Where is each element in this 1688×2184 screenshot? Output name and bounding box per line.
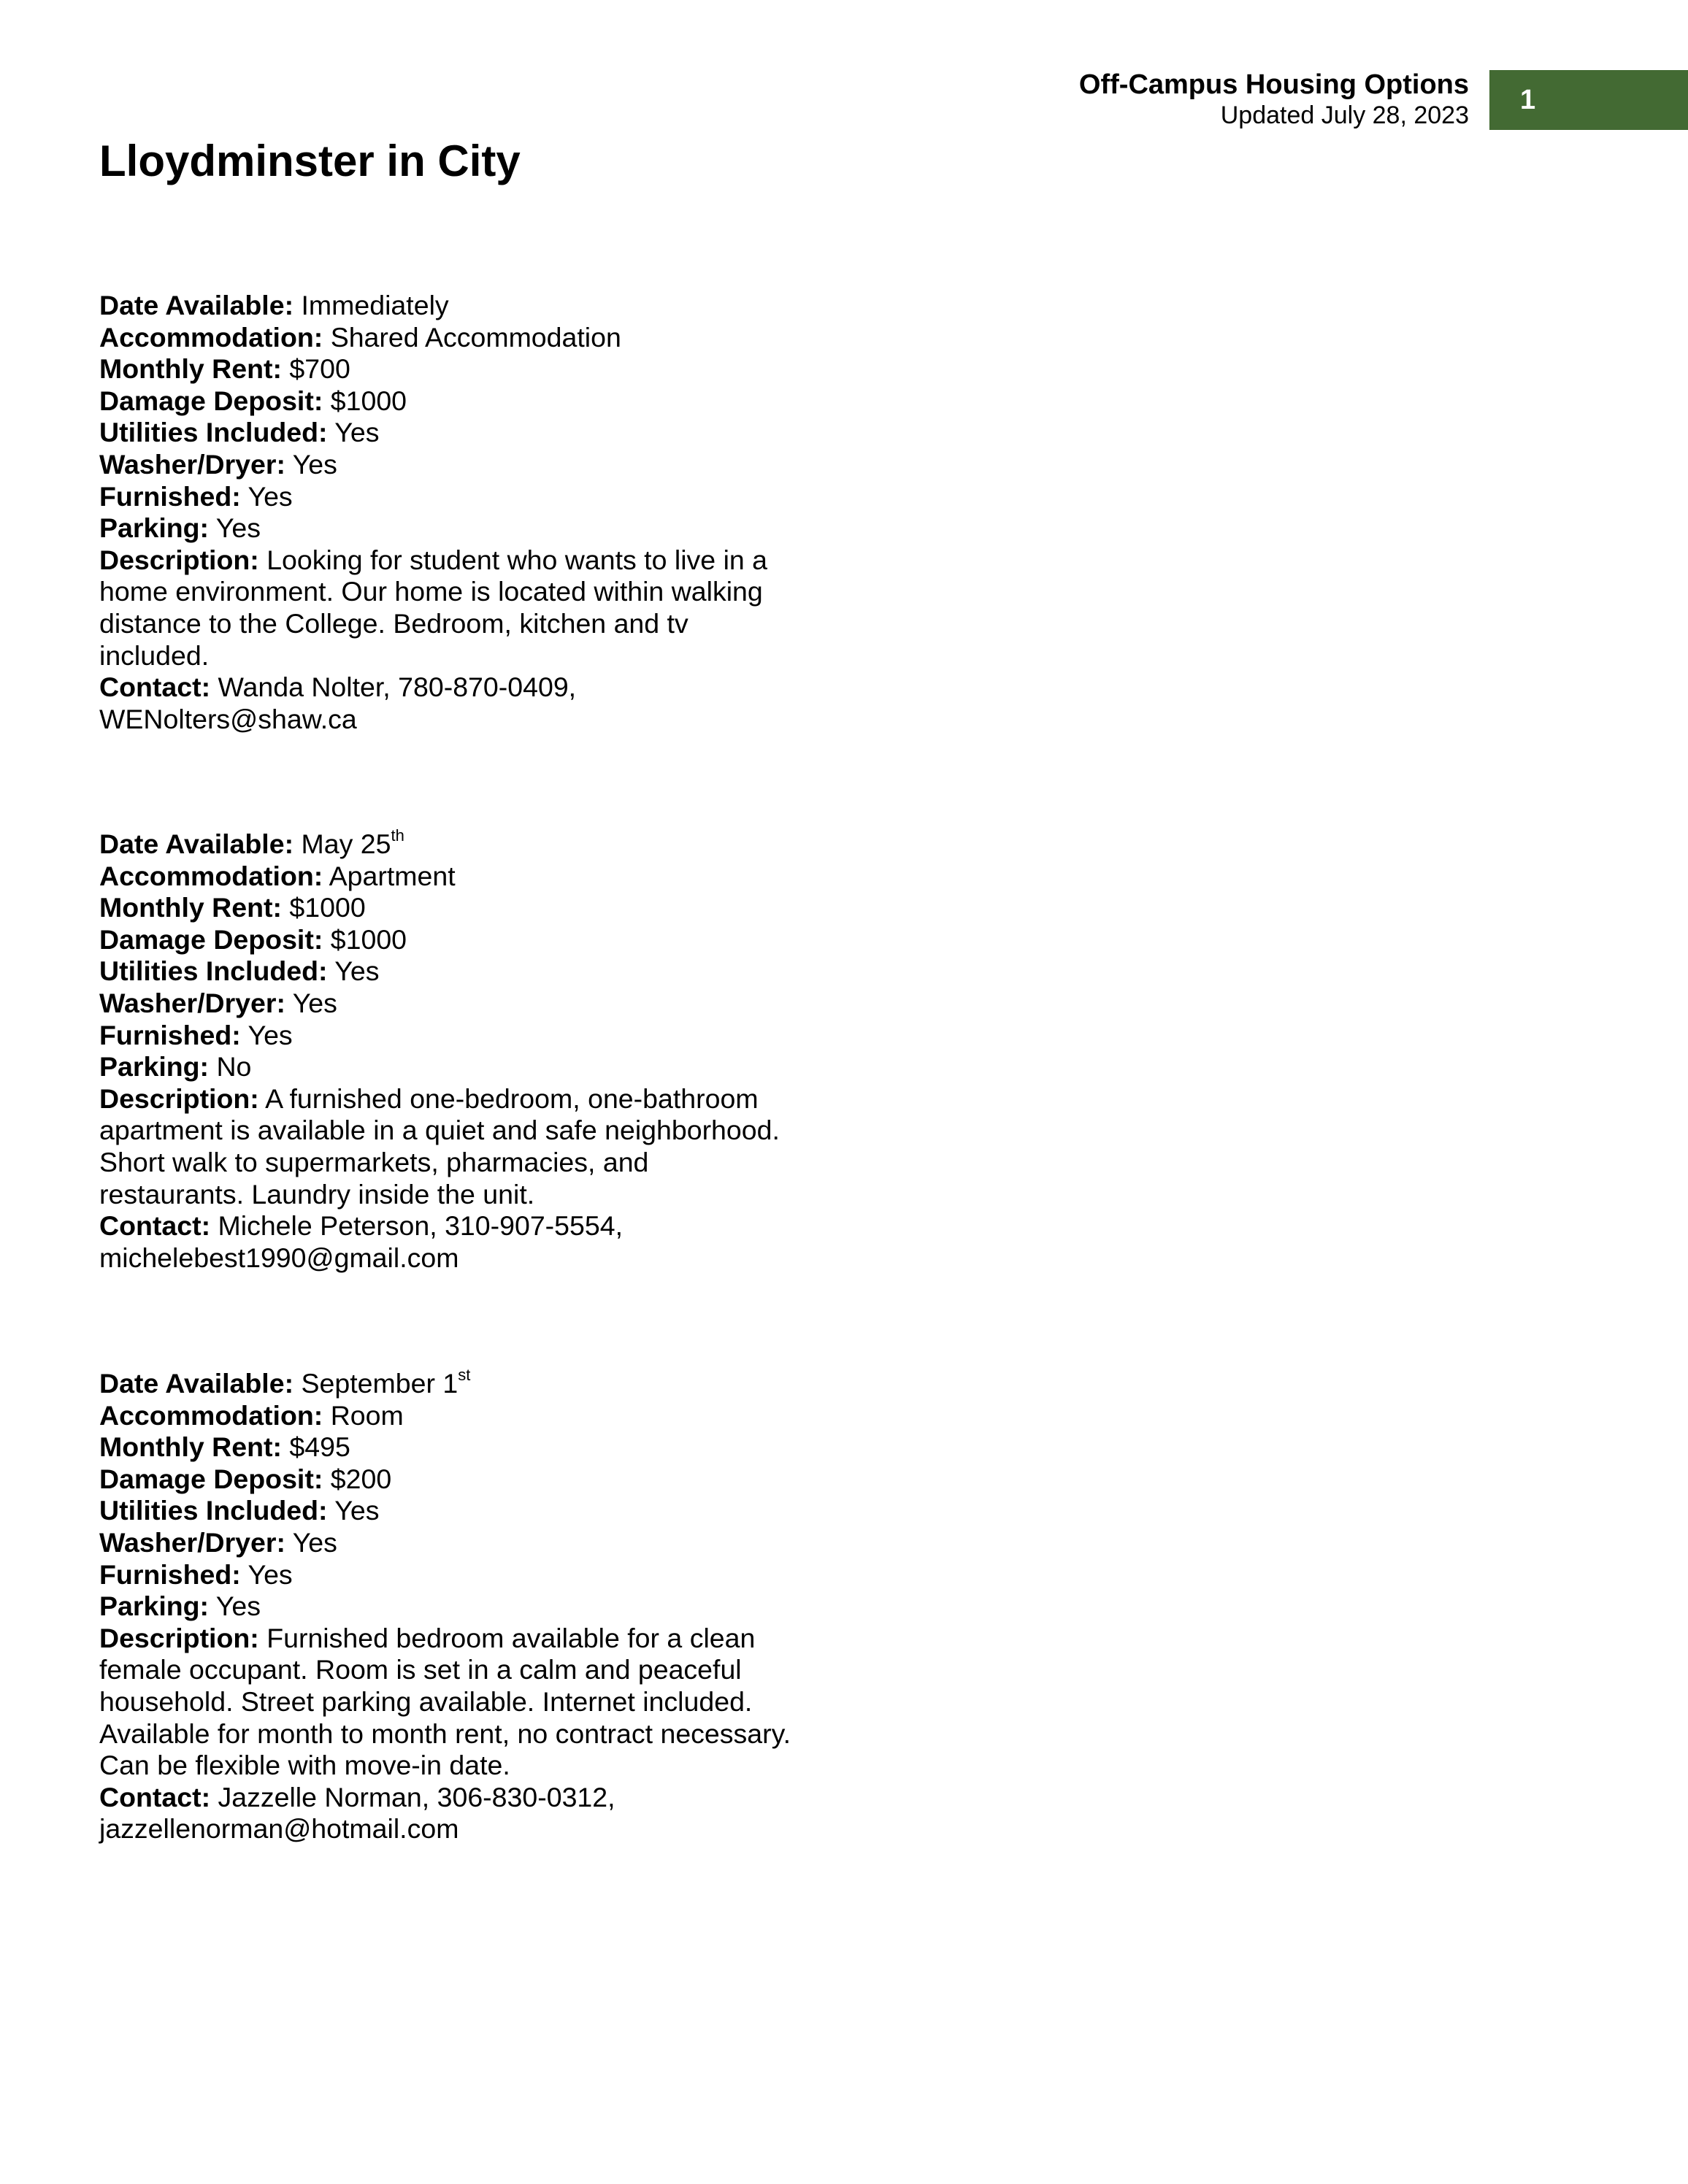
contact-label: Contact: xyxy=(99,672,211,703)
furnished-value: Yes xyxy=(248,480,293,512)
accommodation-value: Room xyxy=(330,1399,404,1431)
damage-deposit-value: $1000 xyxy=(330,385,407,416)
parking-value: Yes xyxy=(215,1591,261,1622)
header-updated-date: Updated July 28, 2023 xyxy=(1220,101,1469,129)
parking-row xyxy=(99,1051,800,1083)
listing-3 xyxy=(99,1365,800,1845)
contact-row xyxy=(99,672,800,735)
listing-1 xyxy=(99,290,800,735)
utilities-value: Yes xyxy=(334,956,380,987)
damage-deposit-label: Damage Deposit: xyxy=(99,923,323,955)
monthly-rent-value: $1000 xyxy=(289,892,366,923)
damage-deposit-row xyxy=(99,1464,800,1496)
contact-row xyxy=(99,1782,800,1845)
furnished-value: Yes xyxy=(248,1558,293,1590)
contact-value: Wanda Nolter, 780-870-0409, WENolters@shaw.ca xyxy=(99,672,577,734)
date-available-value: May 25 xyxy=(301,828,391,859)
washer-dryer-value: Yes xyxy=(292,987,337,1018)
description-value: Looking for student who wants to live in a home environment. Our home is located within walking distance to the College. Bedroom, kitchen and tv included. xyxy=(99,544,768,671)
utilities-value: Yes xyxy=(334,417,380,448)
damage-deposit-value: $1000 xyxy=(330,923,407,955)
date-available-label: Date Available: xyxy=(99,828,294,859)
utilities-label: Utilities Included: xyxy=(99,417,328,448)
monthly-rent-row xyxy=(99,1431,800,1464)
date-available-value: Immediately xyxy=(301,290,449,320)
utilities-label: Utilities Included: xyxy=(99,1495,328,1526)
date-available-row xyxy=(99,1365,800,1400)
date-available-label: Date Available: xyxy=(99,290,294,320)
monthly-rent-row xyxy=(99,892,800,924)
accommodation-label: Accommodation: xyxy=(99,321,323,353)
parking-label: Parking: xyxy=(99,512,210,544)
date-available-row xyxy=(99,828,800,861)
listing-2 xyxy=(99,828,800,1274)
damage-deposit-row xyxy=(99,924,800,956)
washer-dryer-label: Washer/Dryer: xyxy=(99,448,285,480)
parking-label: Parking: xyxy=(99,1591,210,1622)
utilities-row xyxy=(99,1495,800,1527)
parking-label: Parking: xyxy=(99,1051,210,1083)
parking-row xyxy=(99,1591,800,1623)
monthly-rent-value: $700 xyxy=(289,353,350,385)
header-title: Off-Campus Housing Options xyxy=(1078,69,1469,100)
accommodation-value: Apartment xyxy=(329,860,456,891)
furnished-label: Furnished: xyxy=(99,480,241,512)
description-label: Description: xyxy=(99,1083,259,1114)
contact-label: Contact: xyxy=(99,1210,211,1242)
damage-deposit-label: Damage Deposit: xyxy=(99,1463,323,1494)
damage-deposit-label: Damage Deposit: xyxy=(99,385,323,416)
utilities-row xyxy=(99,956,800,988)
damage-deposit-row xyxy=(99,385,800,418)
accommodation-value: Shared Accommodation xyxy=(330,321,621,353)
furnished-row xyxy=(99,1020,800,1052)
washer-dryer-label: Washer/Dryer: xyxy=(99,987,285,1018)
parking-value: Yes xyxy=(215,512,261,544)
washer-dryer-value: Yes xyxy=(292,448,337,480)
date-available-suffix: th xyxy=(391,826,404,845)
washer-dryer-value: Yes xyxy=(292,1526,337,1558)
date-available-row xyxy=(99,290,800,322)
description-row xyxy=(99,1623,800,1782)
description-label: Description: xyxy=(99,544,259,575)
accommodation-row xyxy=(99,861,800,893)
accommodation-row xyxy=(99,1400,800,1432)
date-available-label: Date Available: xyxy=(99,1368,294,1399)
description-label: Description: xyxy=(99,1622,259,1653)
contact-value: Jazzelle Norman, 306-830-0312, jazzellenorman@hotmail.com xyxy=(99,1781,615,1845)
furnished-value: Yes xyxy=(248,1019,293,1050)
accommodation-label: Accommodation: xyxy=(99,860,323,891)
accommodation-row xyxy=(99,322,800,354)
furnished-label: Furnished: xyxy=(99,1019,241,1050)
washer-dryer-row xyxy=(99,449,800,481)
description-value: A furnished one-bedroom, one-bathroom apartment is available in a quiet and safe neighborhood. Short walk to supermarkets, pharmacies, and restaurants. Laundry inside the unit. xyxy=(99,1083,780,1210)
accommodation-label: Accommodation: xyxy=(99,1399,323,1431)
document-header xyxy=(1079,69,1469,130)
page-number-tab: 1 xyxy=(1489,70,1688,130)
damage-deposit-value: $200 xyxy=(330,1463,392,1494)
monthly-rent-label: Monthly Rent: xyxy=(99,892,282,923)
monthly-rent-row xyxy=(99,353,800,385)
parking-value: No xyxy=(216,1051,252,1083)
washer-dryer-label: Washer/Dryer: xyxy=(99,1526,285,1558)
monthly-rent-label: Monthly Rent: xyxy=(99,353,282,385)
contact-label: Contact: xyxy=(99,1781,211,1812)
contact-row xyxy=(99,1210,800,1274)
date-available-suffix: st xyxy=(458,1365,471,1384)
page-title: Lloydminster in City xyxy=(99,136,521,185)
description-row xyxy=(99,1083,800,1210)
monthly-rent-value: $495 xyxy=(289,1431,350,1463)
description-value: Furnished bedroom available for a clean female occupant. Room is set in a calm and peaceful household. Street parking available. Internet included. Available for month to month rent, no contract necessary. Can be flexible with move-in date. xyxy=(99,1622,791,1781)
monthly-rent-label: Monthly Rent: xyxy=(99,1431,282,1463)
utilities-row xyxy=(99,417,800,449)
date-available-value: September 1 xyxy=(301,1368,459,1399)
furnished-label: Furnished: xyxy=(99,1558,241,1590)
parking-row xyxy=(99,512,800,545)
furnished-row xyxy=(99,481,800,513)
furnished-row xyxy=(99,1559,800,1591)
description-row xyxy=(99,545,800,672)
utilities-value: Yes xyxy=(334,1495,380,1526)
washer-dryer-row xyxy=(99,988,800,1020)
utilities-label: Utilities Included: xyxy=(99,956,328,987)
contact-value: Michele Peterson, 310-907-5554, michelebest1990@gmail.com xyxy=(99,1210,624,1273)
washer-dryer-row xyxy=(99,1527,800,1559)
